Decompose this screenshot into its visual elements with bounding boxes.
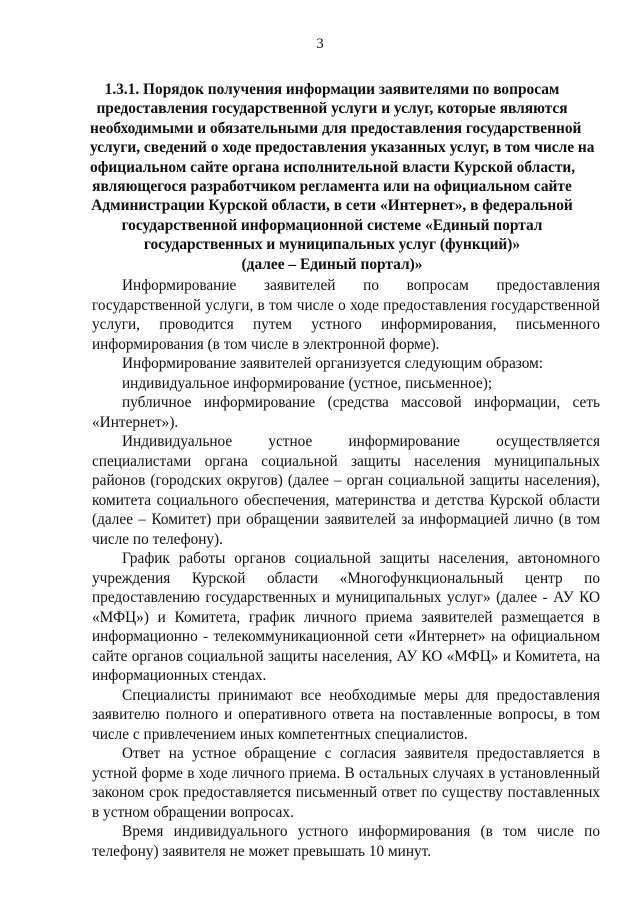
paragraph-oral-informing: Индивидуальное устное информирование осуществляется специалистами органа социальной защиты населения муниципальных районов (городских округов) (далее – орган социальной защиты населения), комитета социального обеспечения, материнства и детства Курской области (далее – Комитет) при обращении заявителей за информацией лично (в том числе по телефону). xyxy=(92,433,600,548)
paragraph-informing-methods: Информирование заявителей по вопросам предоставления государственной услуги, в том числе о ходе предоставления государственной услуги, проводится путем устного информирования, письменного информирования (в том числе в электронной форме). xyxy=(92,277,600,353)
page-number: 3 xyxy=(316,36,324,52)
paragraph-organization: Информирование заявителей организуется следующим образом: xyxy=(122,355,544,372)
heading-line: необходимыми и обязательными для предоставления государственной xyxy=(90,119,582,137)
body-text xyxy=(92,276,600,861)
heading-line: официальном сайте органа исполнительной власти Курской области, xyxy=(90,158,576,176)
paragraph-specialists: Специалисты принимают все необходимые меры для предоставления заявителю полного и оперативного ответа на поставленные вопросы, в том числе с привлечением иных компетентных специалистов. xyxy=(92,686,600,743)
paragraph-public-informing: публичное информирование (средства массовой информации, сеть «Интернет»). xyxy=(92,394,600,431)
paragraph-individual-informing: индивидуальное информирование (устное, письменное); xyxy=(122,374,493,392)
heading-line: 1.3.1. Порядок получения информации заявителями по вопросам xyxy=(104,81,560,98)
paragraph-work-schedule: График работы органов социальной защиты населения, автономного учреждения Курской области «Многофункциональный центр по предоставлению государственных и муниципальных услуг» (далее - АУ КО «МФЦ») и Комитета, график личного приема заявителей размещается в информационно - телекоммуникационной сети «Интернет» на официальном сайте органов социальной защиты населения, АУ КО «МФЦ» и Комитета, на информационных стендах. xyxy=(92,550,600,684)
heading-line: предоставления государственной услуги и услуг, которые являются xyxy=(96,100,568,118)
heading-line: (далее – Единый портал)» xyxy=(241,255,423,273)
paragraph-oral-answer: Ответ на устное обращение с согласия заявителя предоставляется в устной форме в ходе личного приема. В остальных случаях в установленный законом срок предоставляется письменный ответ по существу поставленных в устном обращении вопросах. xyxy=(92,745,600,821)
paragraph-time-limit: Время индивидуального устного информирования (в том числе по телефону) заявителя не может превышать 10 минут. xyxy=(92,823,600,860)
heading-line: услуги, сведений о ходе предоставления указанных услуг, в том числе на xyxy=(90,139,595,157)
heading-line: Администрации Курской области, в сети «Интернет», в федеральной xyxy=(91,197,573,215)
heading-line: государственных и муниципальных услуг (функций)» xyxy=(143,236,521,254)
section-heading xyxy=(90,80,595,274)
heading-line: государственной информационной системе «Единый портал xyxy=(121,216,543,234)
heading-line: являющегося разработчиком регламента или на официальном сайте xyxy=(92,178,572,196)
